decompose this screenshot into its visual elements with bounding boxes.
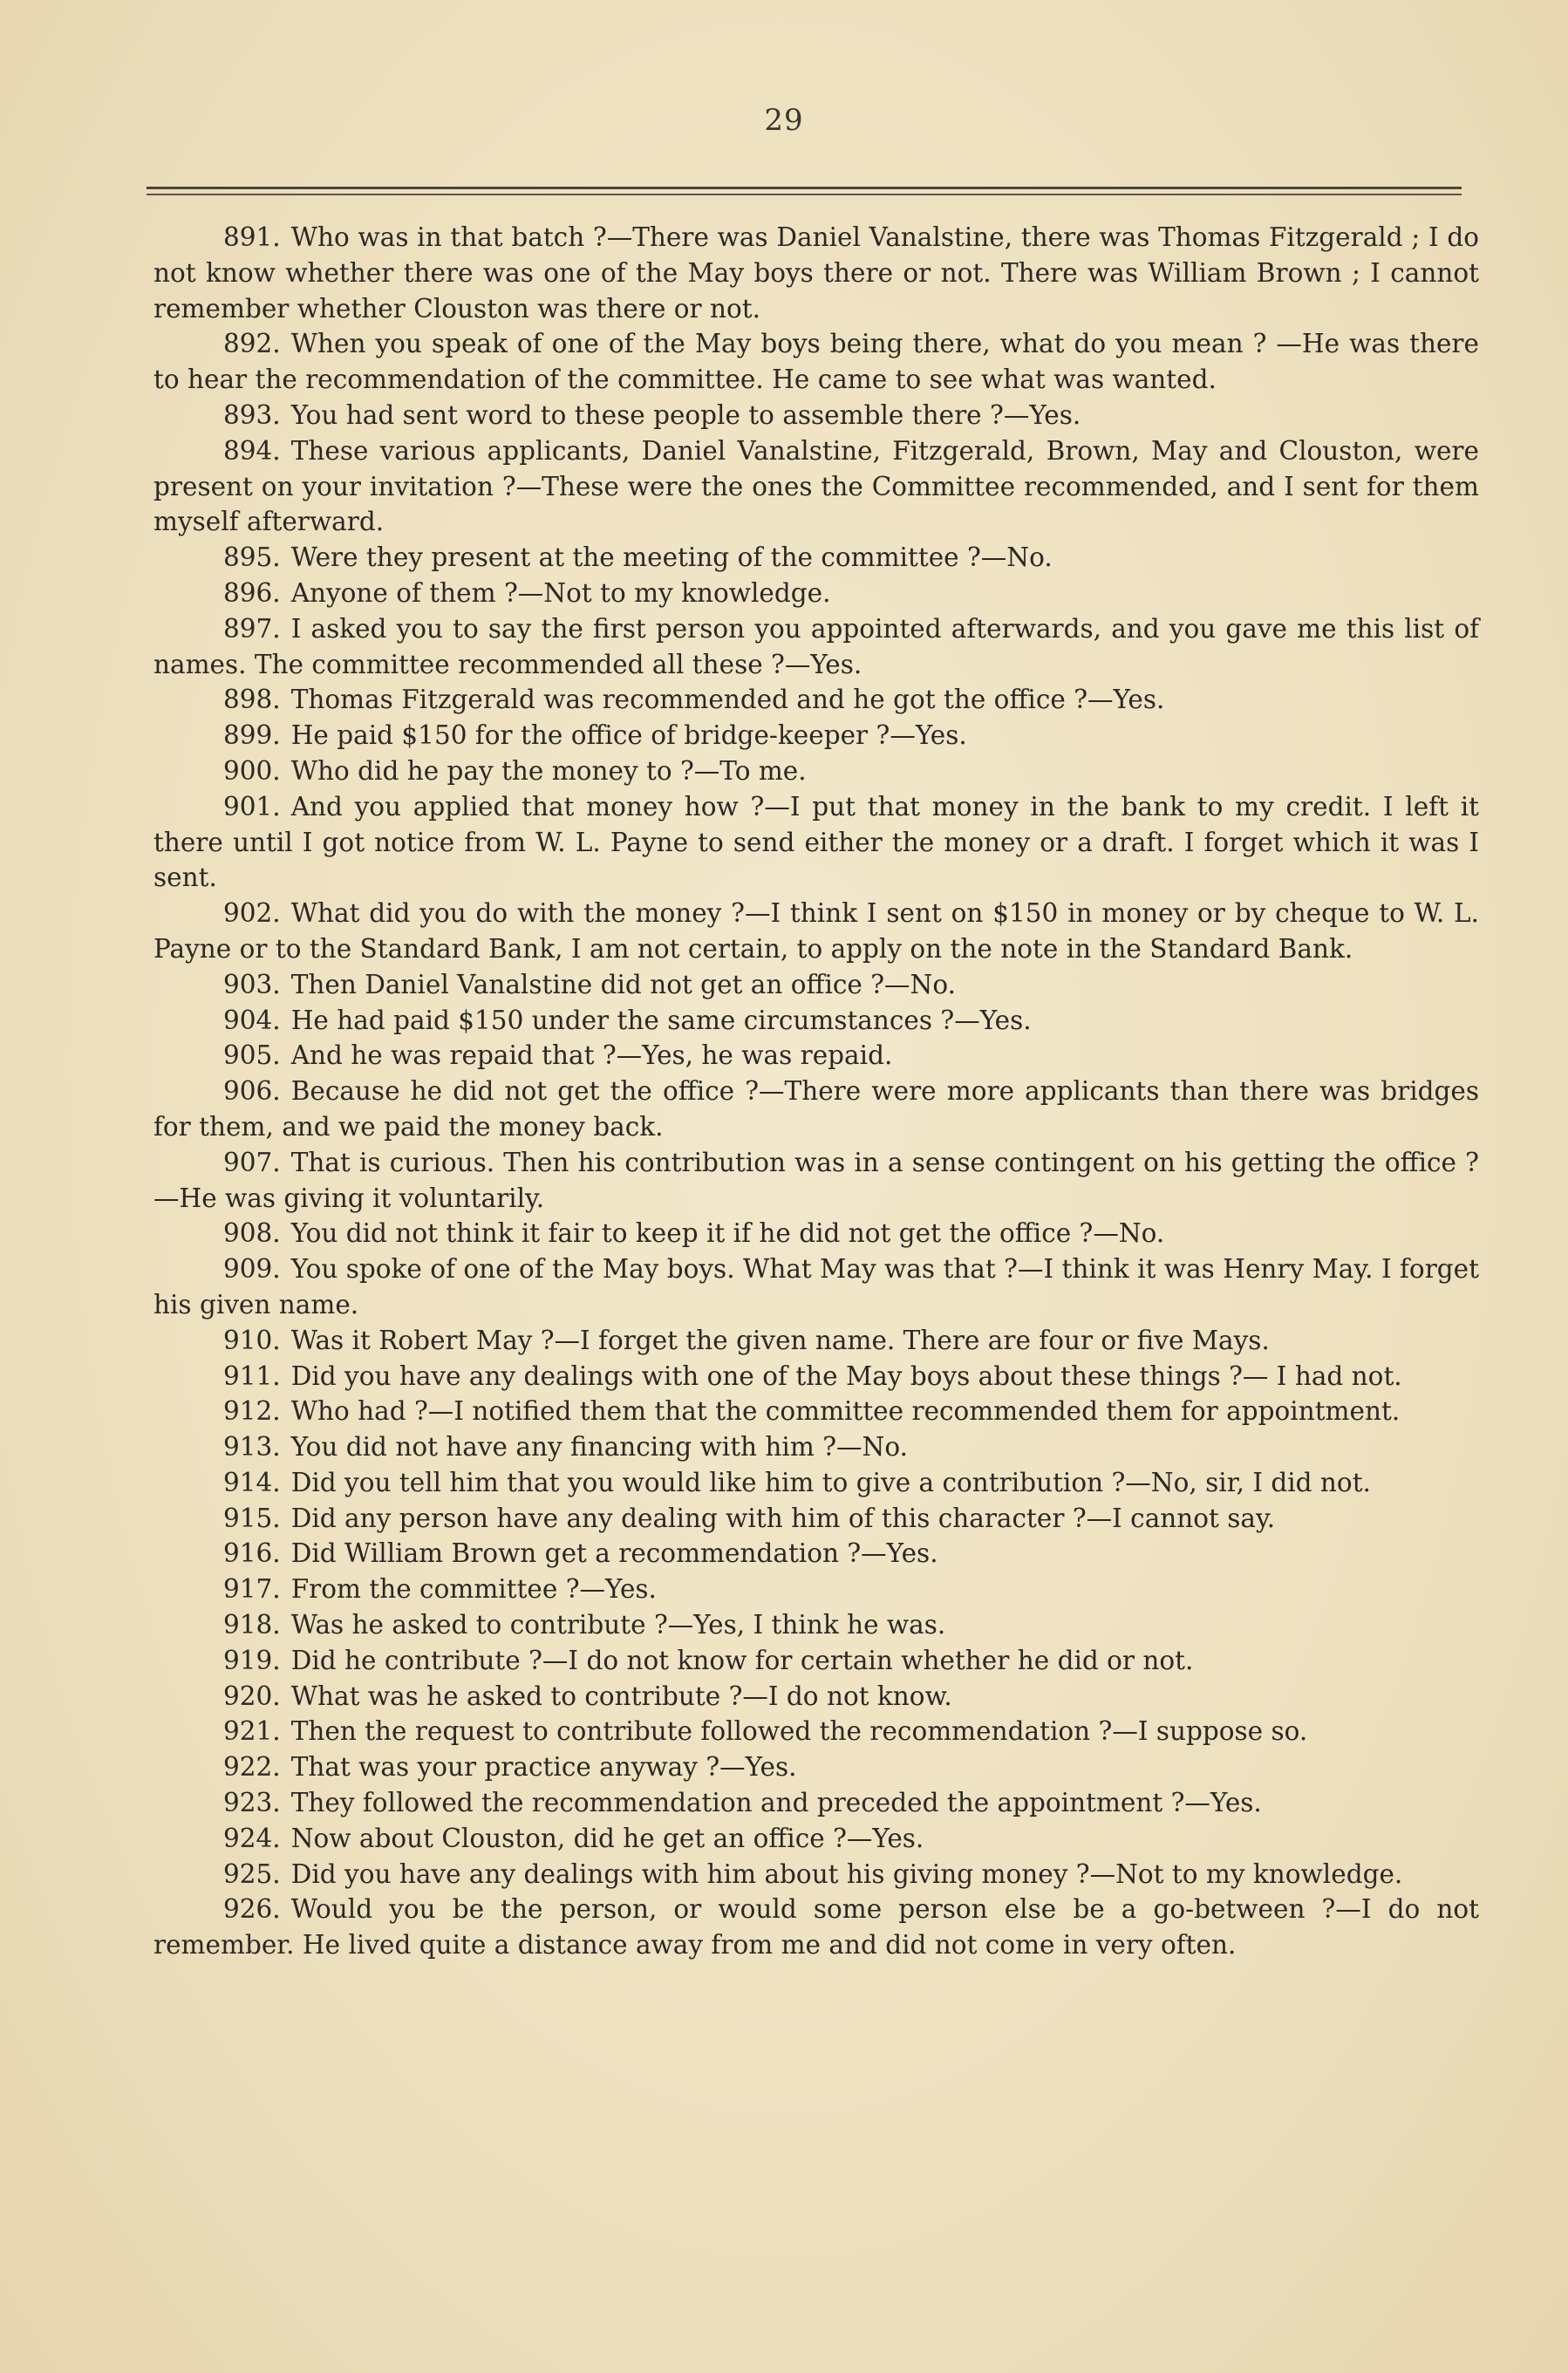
entry-number: 895.: [223, 542, 281, 573]
testimony-entry: [153, 789, 1479, 896]
entry-number: 901.: [223, 791, 281, 822]
testimony-entry: [153, 1501, 1479, 1537]
testimony-entry: [153, 1572, 1479, 1607]
entry-number: 905.: [223, 1040, 281, 1071]
testimony-entry: [153, 896, 1479, 967]
testimony-entry: [153, 1145, 1479, 1217]
testimony-entry: [153, 1714, 1479, 1749]
entry-text: You spoke of one of the May boys. What May was that ?—I think it was Henry May. I forget his given name.: [153, 1254, 1479, 1319]
testimony-entry: [153, 718, 1479, 753]
entry-number: 914.: [223, 1467, 281, 1497]
entry-text: Did William Brown get a recommendation ?—Yes.: [290, 1538, 938, 1569]
entry-number: 897.: [223, 613, 281, 644]
entry-text: You did not think it fair to keep it if he did not get the office ?—No.: [290, 1218, 1165, 1249]
header-rule-bottom: [147, 194, 1462, 195]
entry-text: Who had ?—I notified them that the committee recommended them for appointment.: [290, 1396, 1401, 1427]
entry-number: 912.: [223, 1396, 281, 1427]
entry-number: 920.: [223, 1681, 281, 1711]
testimony-entry: [153, 1821, 1479, 1857]
entry-text: You had sent word to these people to assemble there ?—Yes.: [290, 399, 1081, 430]
testimony-entry: [153, 1074, 1479, 1145]
testimony-entry: [153, 398, 1479, 433]
testimony-entry: [153, 1465, 1479, 1501]
entry-text: And you applied that money how ?—I put that money in the bank to my credit. I left it there until I got notice from W. L. Payne to send either the money or a draft. I forget which it was I sent.: [153, 791, 1479, 893]
testimony-entry: [153, 1892, 1479, 1963]
entry-text: Did he contribute ?—I do not know for certain whether he did or not.: [290, 1645, 1194, 1675]
entry-text: He had paid $150 under the same circumstances ?—Yes.: [290, 1005, 1032, 1035]
entry-text: They followed the recommendation and preceded the appointment ?—Yes.: [290, 1788, 1262, 1818]
entry-number: 915.: [223, 1503, 281, 1533]
entry-text: He paid $150 for the office of bridge-keeper ?—Yes.: [290, 720, 967, 751]
testimony-entry: [153, 1429, 1479, 1465]
entry-text: Was it Robert May ?—I forget the given name. There are four or five Mays.: [290, 1325, 1270, 1355]
testimony-body: [153, 220, 1479, 1963]
testimony-entry: [153, 1394, 1479, 1429]
entry-number: 910.: [223, 1325, 281, 1355]
entry-number: 902.: [223, 898, 281, 929]
entry-text: Were they present at the meeting of the committee ?—No.: [290, 542, 1053, 573]
entry-text: Now about Clouston, did he get an office ?—Yes.: [290, 1823, 924, 1853]
entry-text: Anyone of them ?—Not to my knowledge.: [290, 577, 831, 608]
entry-number: 909.: [223, 1254, 281, 1285]
testimony-entry: [153, 753, 1479, 789]
entry-text: Because he did not get the office ?—There were more applicants than there was bridges for them, and we paid the money back.: [153, 1076, 1479, 1142]
testimony-entry: [153, 540, 1479, 576]
entry-text: That is curious. Then his contribution was in a sense contingent on his getting the office ?—He was giving it voluntarily.: [153, 1147, 1479, 1213]
entry-text: Who was in that batch ?—There was Daniel Vanalstine, there was Thomas Fitzgerald ; I do not know whether there was one of the May boys there or not. There was William Brown ; I cannot remember whether Clouston was there or not.: [153, 222, 1479, 324]
entry-number: 913.: [223, 1432, 281, 1463]
entry-number: 896.: [223, 577, 281, 608]
entry-number: 894.: [223, 435, 281, 466]
entry-number: 904.: [223, 1005, 281, 1035]
testimony-entry: [153, 611, 1479, 683]
entry-text: And he was repaid that ?—Yes, he was repaid.: [290, 1040, 893, 1071]
entry-number: 924.: [223, 1823, 281, 1853]
entry-text: When you speak of one of the May boys being there, what do you mean ? —He was there to hear the recommendation of the committee. He came to see what was wanted.: [153, 329, 1479, 395]
entry-text: You did not have any financing with him ?—No.: [290, 1432, 908, 1463]
entry-number: 899.: [223, 720, 281, 751]
entry-number: 919.: [223, 1645, 281, 1675]
entry-number: 925.: [223, 1858, 281, 1889]
entry-number: 892.: [223, 329, 281, 359]
entry-text: Then Daniel Vanalstine did not get an office ?—No.: [290, 969, 956, 999]
testimony-entry: [153, 1251, 1479, 1323]
testimony-entry: [153, 967, 1479, 1003]
testimony-entry: [153, 1359, 1479, 1394]
testimony-entry: [153, 1003, 1479, 1039]
entry-number: 900.: [223, 755, 281, 786]
entry-number: 922.: [223, 1752, 281, 1783]
testimony-entry: [153, 433, 1479, 540]
entry-text: Did you have any dealings with him about his giving money ?—Not to my knowledge.: [290, 1858, 1403, 1889]
testimony-entry: [153, 1857, 1479, 1892]
testimony-entry: [153, 1323, 1479, 1359]
entry-text: I asked you to say the first person you appointed afterwards, and you gave me this list of names. The committee recommended all these ?—Yes.: [153, 613, 1479, 679]
entry-text: From the committee ?—Yes.: [290, 1574, 657, 1605]
entry-number: 917.: [223, 1574, 281, 1605]
entry-number: 908.: [223, 1218, 281, 1249]
entry-number: 923.: [223, 1788, 281, 1818]
testimony-entry: [153, 1216, 1479, 1251]
entry-number: 891.: [223, 222, 281, 252]
testimony-entry: [153, 682, 1479, 718]
entry-text: Did you tell him that you would like him to give a contribution ?—No, sir, I did not.: [290, 1467, 1371, 1497]
testimony-entry: [153, 326, 1479, 398]
entry-number: 911.: [223, 1360, 281, 1391]
entry-text: What did you do with the money ?—I think I sent on $150 in money or by cheque to W. L. Payne or to the Standard Bank, I am not certain, to apply on the note in the Standard Bank.: [153, 898, 1479, 964]
header-double-rule: [147, 187, 1462, 195]
testimony-entry: [153, 1536, 1479, 1572]
entry-number: 916.: [223, 1538, 281, 1569]
entry-number: 921.: [223, 1716, 281, 1747]
entry-number: 898.: [223, 685, 281, 715]
testimony-entry: [153, 1607, 1479, 1643]
testimony-entry: [153, 1679, 1479, 1715]
testimony-entry: [153, 1038, 1479, 1074]
entry-text: These various applicants, Daniel Vanalstine, Fitzgerald, Brown, May and Clouston, were present on your invitation ?—These were the ones the Committee recommended, and I sent for them myself afterward.: [153, 435, 1479, 537]
entry-number: 907.: [223, 1147, 281, 1177]
testimony-entry: [153, 1785, 1479, 1821]
entry-number: 893.: [223, 399, 281, 430]
entry-text: What was he asked to contribute ?—I do not know.: [290, 1681, 952, 1711]
testimony-entry: [153, 220, 1479, 326]
entry-text: Did any person have any dealing with him of this character ?—I cannot say.: [290, 1503, 1276, 1533]
entry-text: That was your practice anyway ?—Yes.: [290, 1752, 797, 1783]
testimony-entry: [153, 1749, 1479, 1785]
testimony-entry: [153, 576, 1479, 611]
entry-text: Did you have any dealings with one of the May boys about these things ?— I had not.: [290, 1360, 1402, 1391]
entry-text: Then the request to contribute followed the recommendation ?—I suppose so.: [290, 1716, 1308, 1747]
entry-number: 918.: [223, 1610, 281, 1640]
entry-number: 903.: [223, 969, 281, 999]
page-number: 29: [764, 103, 804, 138]
entry-number: 906.: [223, 1076, 281, 1107]
testimony-entry: [153, 1643, 1479, 1679]
entry-text: Who did he pay the money to ?—To me.: [290, 755, 807, 786]
entry-text: Was he asked to contribute ?—Yes, I think he was.: [290, 1610, 946, 1640]
entry-text: Would you be the person, or would some person else be a go-between ?—I do not remember. He lived quite a distance away from me and did not come in very often.: [153, 1894, 1479, 1960]
entry-text: Thomas Fitzgerald was recommended and he got the office ?—Yes.: [290, 685, 1165, 715]
entry-number: 926.: [223, 1894, 281, 1925]
